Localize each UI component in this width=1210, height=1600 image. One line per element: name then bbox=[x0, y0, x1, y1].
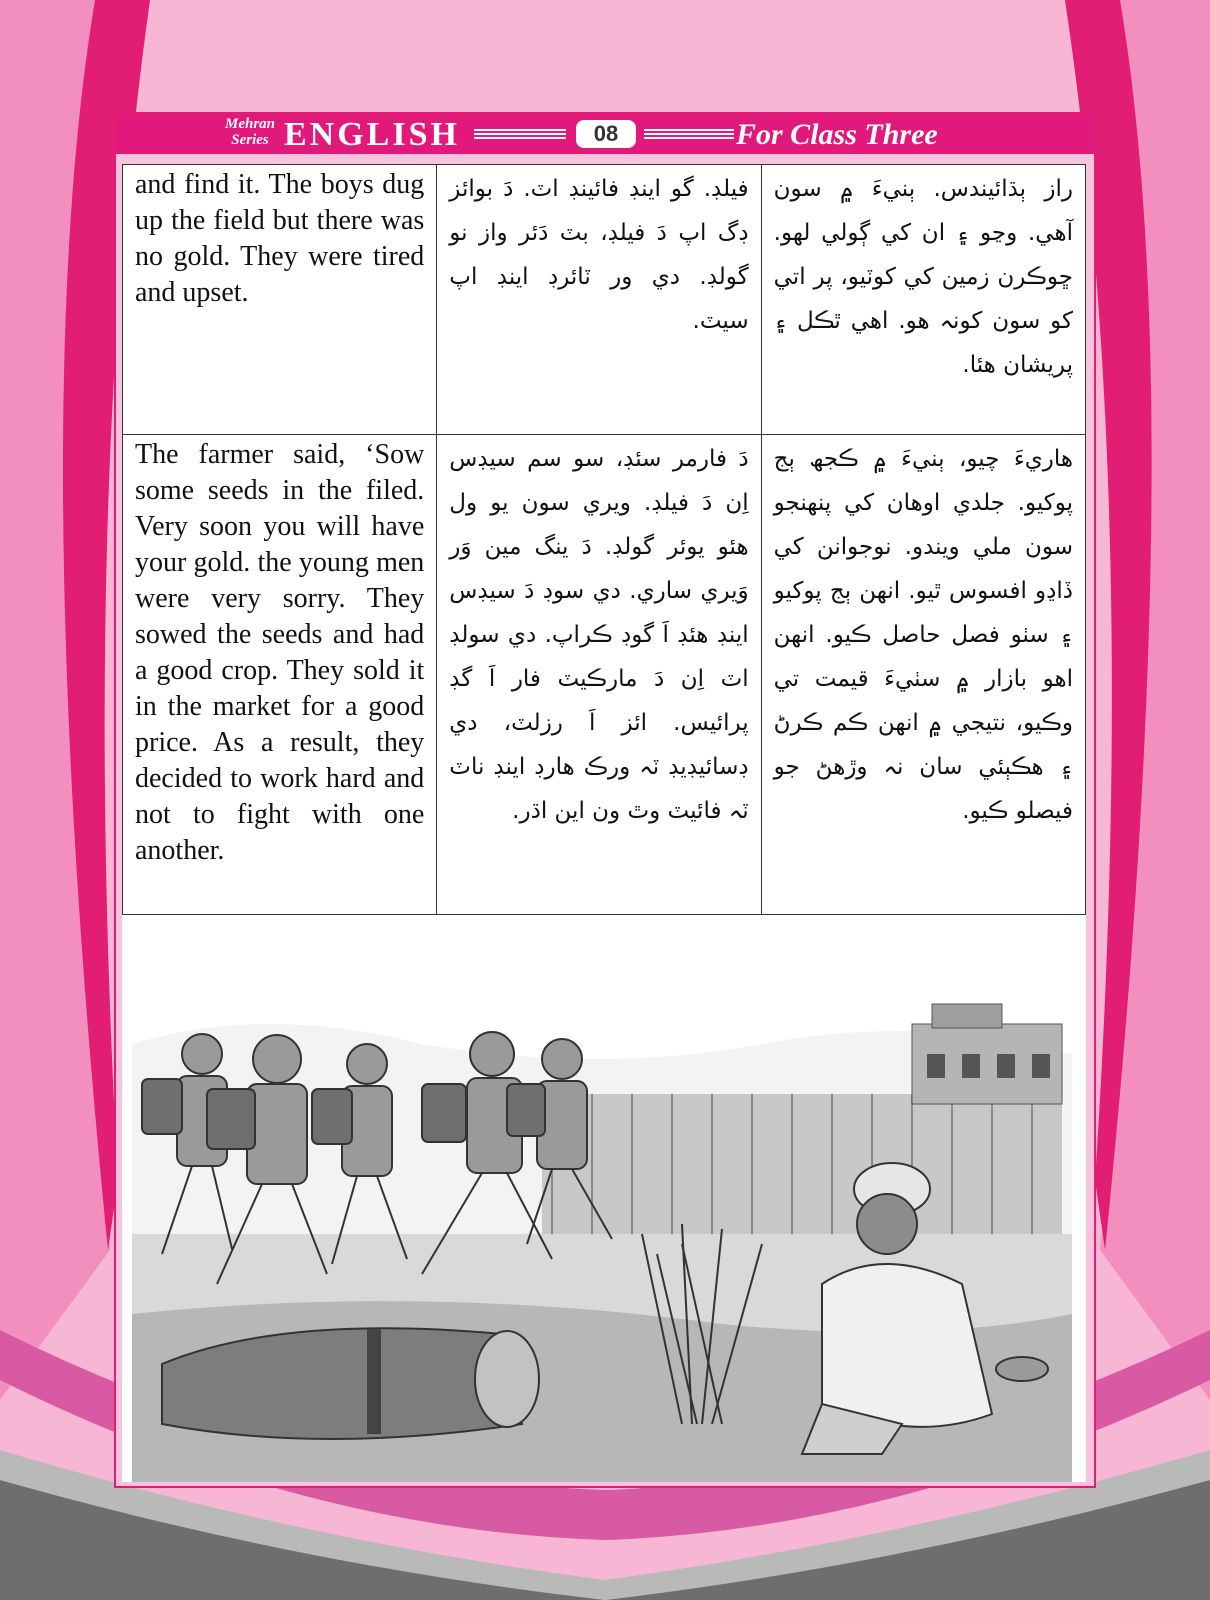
english-text-cell: The farmer said, ‘Sow some seeds in the filed. Very soon you will have your gold. the young men were very sorry. They sowed the seeds and had a good crop. They sold it in the market for a good price. As a result, they decided to work hard and not to fight with one another. bbox=[123, 435, 437, 915]
english-text-cell: and find it. The boys dug up the field but there was no gold. They were tired and upset. bbox=[123, 165, 437, 435]
header-ornament-left bbox=[474, 124, 570, 144]
transliteration-text-cell: فيلڊ. گو اينڊ فائينڊ اٽ. دَ بوائز ڊگ اپ دَ فيلڊ، بٽ دَئر واز نو گولڊ. دي ور ٽائرڊ اينڊ اپ سيٽ. bbox=[437, 165, 761, 435]
transliteration-text-cell: دَ فارمر سئڊ، سو سم سيڊس اِن دَ فيلڊ. ويري سون يو ول هئو يوئر گولڊ. دَ ينگ مين وَر وَيري ساري. دي سوڊ دَ سيڊس اينڊ هئڊ اَ گوڊ ڪراپ. دي سولڊ اٽ اِن دَ مارڪيٽ فار اَ گڊ پرائيس. ائز اَ رزلٽ، دي ڊسائيڊيڊ ٽہ ورڪ هارڊ اينڊ ناٽ ٽہ فائيٽ وٿ ون اين اڌر. bbox=[437, 435, 761, 915]
sindhi-text-cell: راز ٻڌائيندس. ٻنيءَ ۾ سون آهي. وڃو ۽ ان کي ڳولي لهو. ڇوڪرن زمين کي کوٽيو، پر اتي کو سون کونہ هو. اهي ٿڪل ۽ پريشان هئا. bbox=[761, 165, 1085, 435]
table-row bbox=[123, 435, 1086, 915]
page-number: 08 bbox=[576, 120, 636, 148]
table-row bbox=[123, 165, 1086, 435]
farm-illustration bbox=[122, 984, 1086, 1482]
header-ornament-right bbox=[642, 124, 734, 144]
page-content bbox=[122, 164, 1086, 1482]
class-title: For Class Three bbox=[736, 118, 938, 151]
subject-title: ENGLISH bbox=[284, 116, 460, 153]
page-header bbox=[116, 114, 1094, 154]
translation-table bbox=[122, 164, 1086, 915]
series-label: Mehran Series bbox=[224, 116, 276, 148]
book-page bbox=[114, 112, 1096, 1488]
sindhi-text-cell: هاريءَ چيو، ٻنيءَ ۾ ڪجھ ٻج پوکيو. جلدي اوهان کي پنهنجو سون ملي ويندو. نوجوانن کي ڏاڍو افسوس ٿيو. انهن ٻج پوکيو ۽ سٺو فصل حاصل ڪيو. انهن اهو بازار ۾ سٺيءَ قيمت تي وڪيو، نتيجي ۾ انهن ڪم ڪرڻ ۽ هڪٻئي سان نہ وڙهڻ جو فيصلو ڪيو. bbox=[761, 435, 1085, 915]
wheat-bundle-ground bbox=[162, 1328, 539, 1439]
